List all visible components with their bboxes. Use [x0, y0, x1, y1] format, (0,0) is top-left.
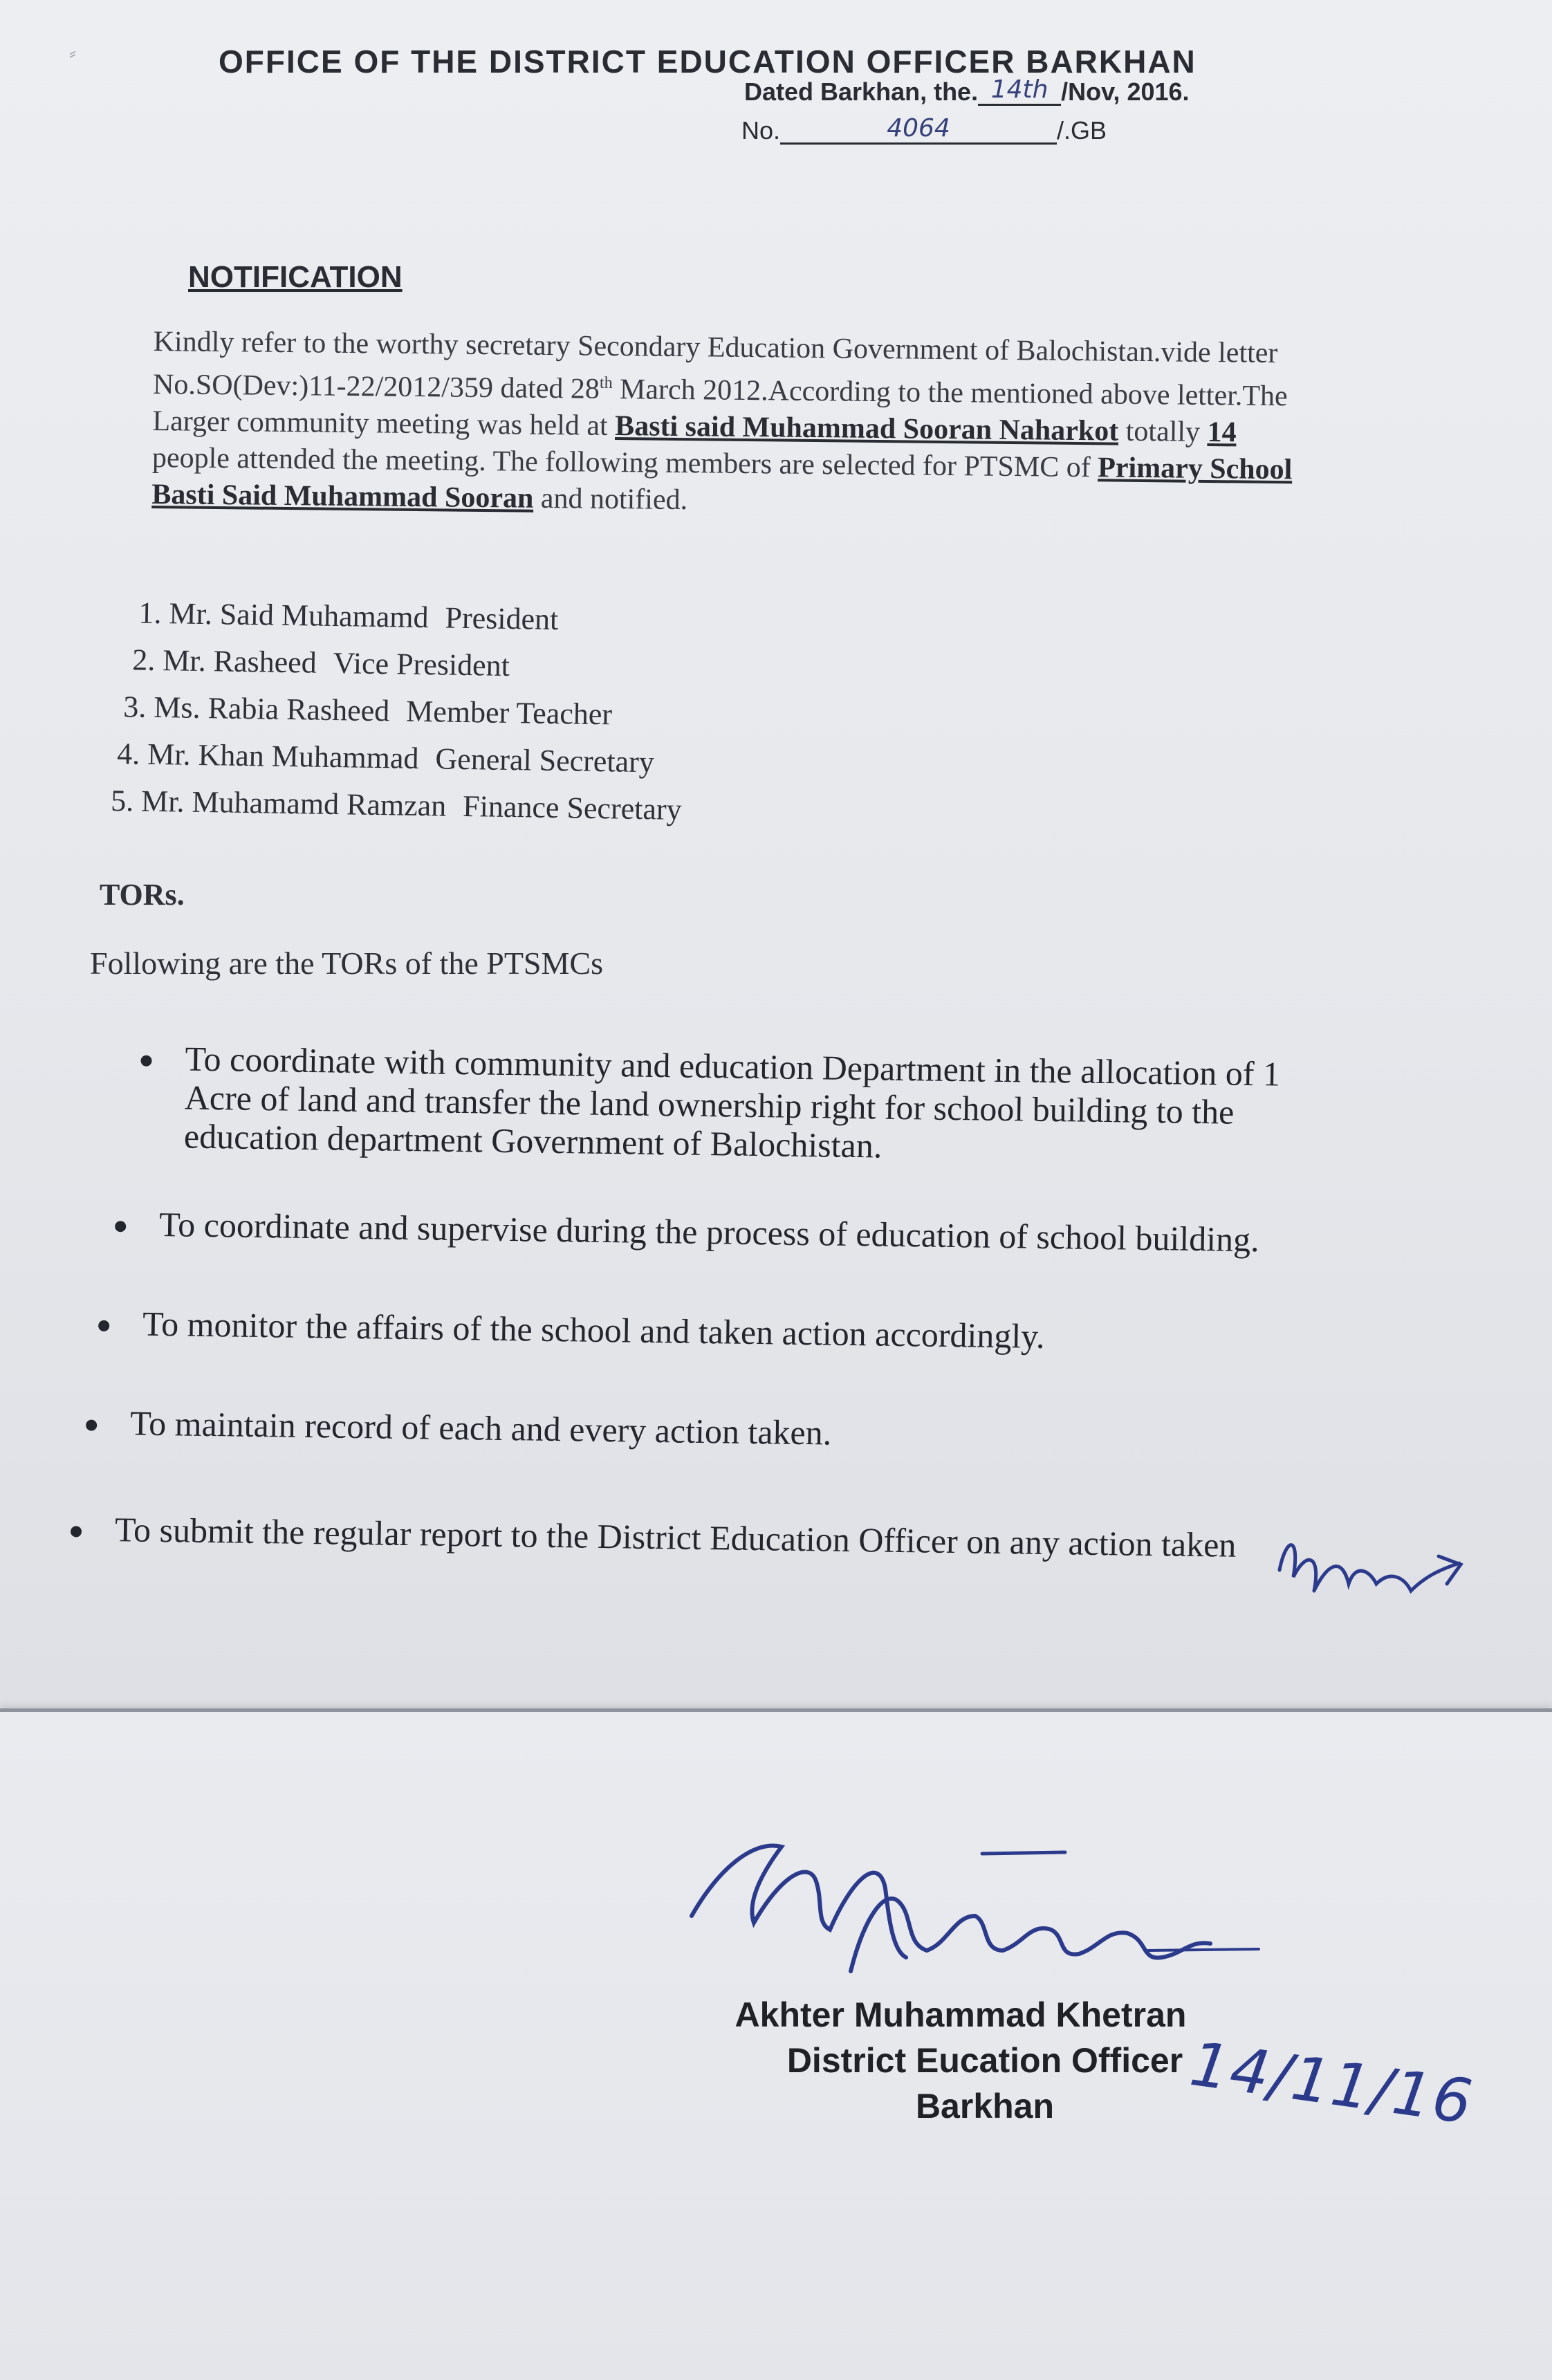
member-role: Member Teacher [405, 694, 613, 732]
member-number: 4. [116, 737, 140, 771]
list-item [132, 636, 685, 692]
dated-day-blank [978, 75, 1061, 106]
member-name: Mr. Muhamamd Ramzan [140, 784, 447, 823]
no-suffix: /.GB [1057, 116, 1107, 145]
signatory-name: Akhter Muhammad Khetran [735, 1995, 1187, 2034]
initials-signature-icon [1273, 1529, 1466, 1625]
dated-prefix: Dated Barkhan, the. [744, 77, 979, 106]
member-role: General Secretary [435, 741, 655, 780]
list-item: To coordinate and supervise during the process of education of school building. [105, 1204, 1340, 1260]
dated-day-handwritten: 14th [990, 75, 1048, 104]
member-name: Ms. Rabia Rasheed [153, 690, 390, 728]
signatory-place: Barkhan [915, 2087, 1055, 2125]
school-name: Primary School Basti Said Muhammad Sooran [151, 452, 1293, 515]
officer-signature-icon [678, 1812, 1286, 1992]
member-name: Mr. Khan Muhammad [147, 737, 419, 775]
handwritten-date: 14/11/16 [1185, 2027, 1478, 2139]
list-item [117, 730, 683, 786]
body-part-1: Kindly refer to the worthy secretary Secondary Education Government of Balochistan.vide letter No.SO(Dev:)11-22/2012/359 dated 28 [152, 325, 1278, 405]
tors-intro: Following are the TORs of the PTSMCs [90, 945, 603, 981]
list-item: To maintain record of each and every action taken. [76, 1403, 1337, 1459]
member-role: Finance Secretary [462, 788, 683, 827]
list-item [111, 777, 683, 833]
member-number: 3. [122, 690, 147, 724]
list-item [138, 590, 685, 645]
tors-heading: TORs. [100, 878, 185, 912]
member-role: President [445, 600, 559, 637]
member-name: Mr. Rasheed [163, 643, 317, 680]
no-label: No. [741, 116, 781, 145]
member-number: 5. [110, 783, 134, 818]
office-heading: OFFICE OF THE DISTRICT EDUCATION OFFICER BARKHAN [219, 44, 1197, 80]
signatory-block [722, 1992, 1248, 2129]
notification-body [151, 324, 1295, 525]
meeting-venue: Basti said Muhammad Sooran Naharkot [614, 409, 1119, 448]
no-handwritten: 4064 [887, 114, 950, 142]
body-part-3: totally [1118, 415, 1208, 448]
member-number: 1. [138, 596, 162, 631]
dated-suffix: /Nov, 2016. [1061, 77, 1190, 106]
member-number: 2. [132, 643, 156, 677]
list-item: To submit the regular report to the District Education Officer on any action taken [61, 1509, 1291, 1565]
body-part-4: people attended the meeting. The following members are selected for PTSMC of [151, 441, 1098, 484]
body-sup: th [599, 373, 613, 392]
member-name: Mr. Said Muhamamd [169, 596, 429, 635]
notification-title: NOTIFICATION [188, 260, 403, 294]
tors-list [55, 1037, 1342, 1566]
list-item [123, 683, 684, 739]
attendee-count: 14 [1207, 416, 1237, 449]
body-part-5: and notified. [533, 482, 688, 517]
dated-line [744, 77, 1190, 109]
staple-mark-icon: ⸗ [69, 41, 76, 64]
members-list [111, 589, 685, 833]
signatory-title: District Eucation Officer [786, 2041, 1183, 2080]
body-part-2: March 2012.According to the mentioned above letter.The Larger community meeting was held at [152, 373, 1288, 442]
no-blank [780, 113, 1057, 145]
member-role: Vice President [333, 645, 510, 683]
list-item: To coordinate with community and education Department in the allocation of 1 Acre of land and transfer the land ownership right for school building to the education department Government of Balochistan. [130, 1038, 1342, 1171]
reference-number-line [741, 116, 1107, 147]
list-item: To monitor the affairs of the school and taken action accordingly. [89, 1304, 1338, 1360]
